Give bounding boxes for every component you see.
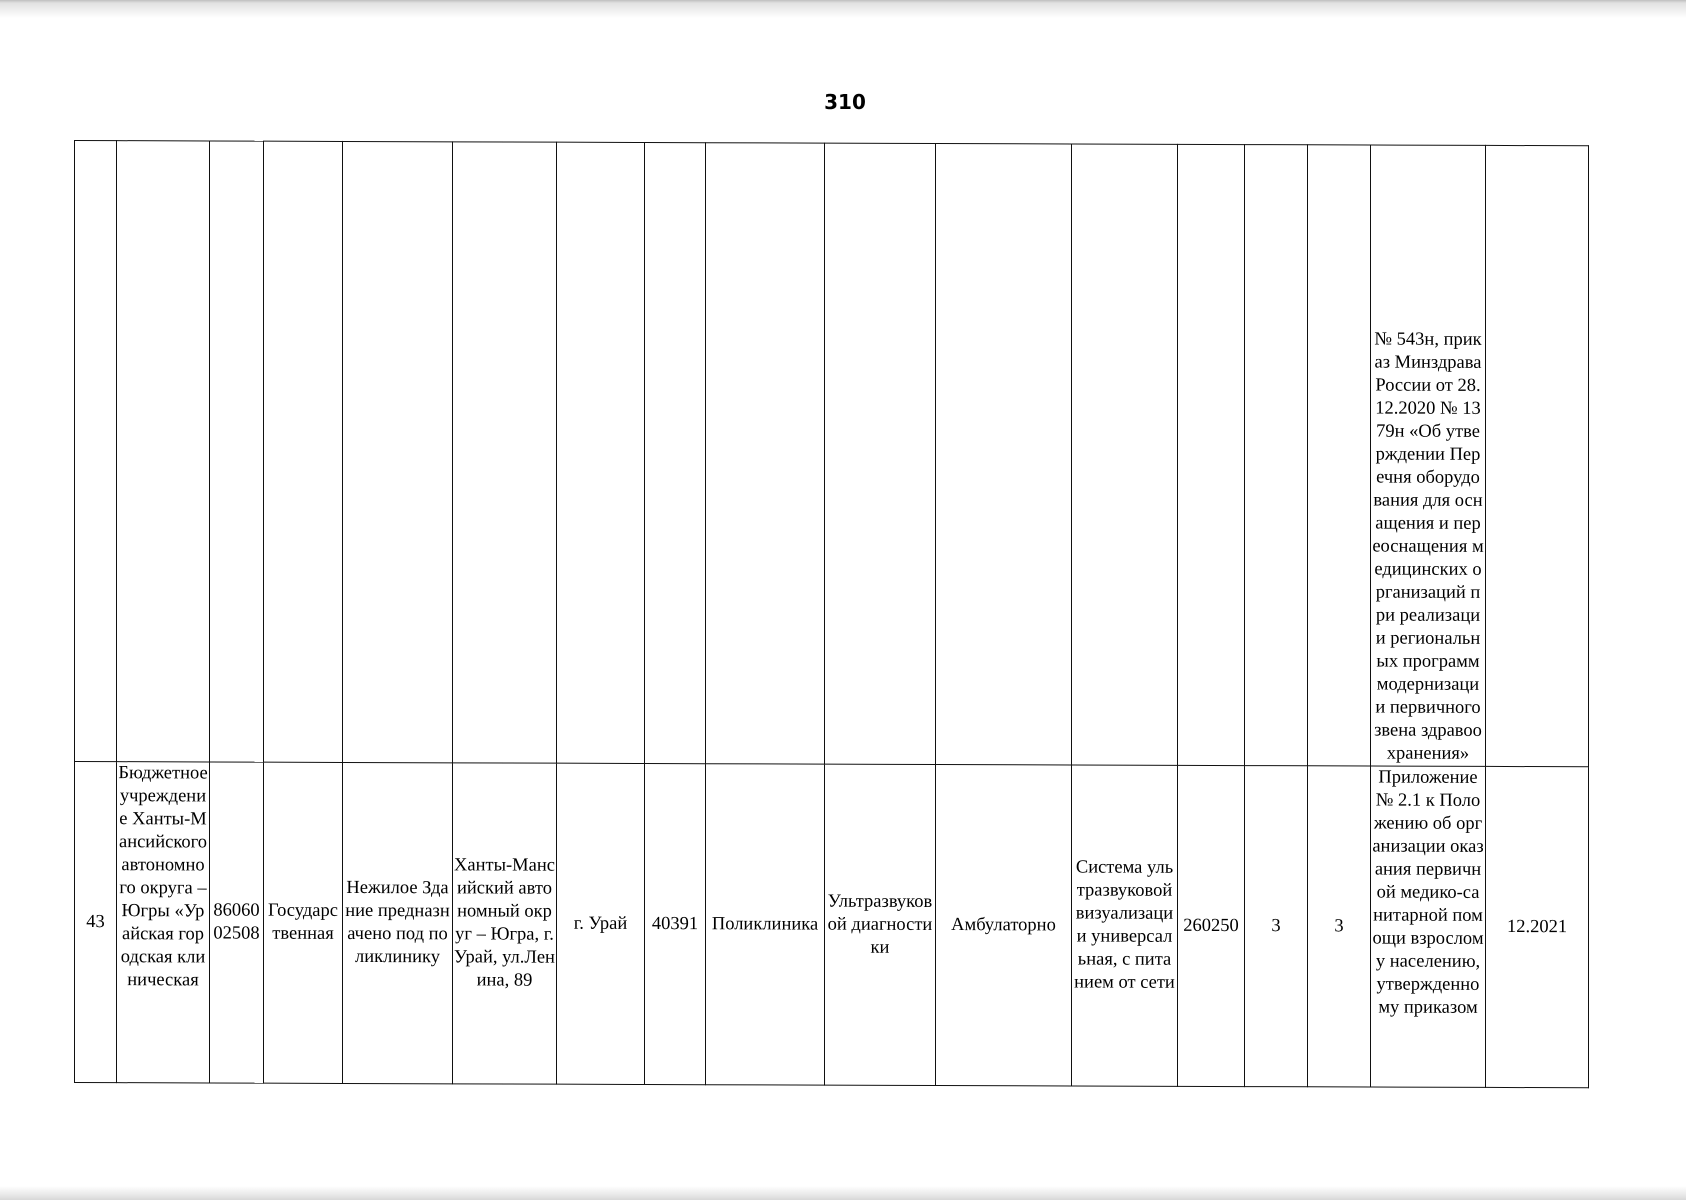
cell-quantity-a: 3 (1245, 766, 1308, 1087)
cell-building: Нежилое Здание предназначено под поликлинику (343, 762, 453, 1083)
cell-empty (1308, 145, 1371, 766)
cell-basis-continuation: № 543н, приказ Минздрава России от 28.12.2020 № 1379н «Об утверждении Перечня оборудования для оснащения и переоснащения медицинских организаций при реализации региональных программ модернизации первичного звена здравоохранения» (1371, 145, 1486, 766)
table-row-continuation (75, 141, 1589, 767)
cell-empty (210, 141, 264, 762)
cell-equipment-code: 260250 (1178, 765, 1245, 1086)
cell-empty (264, 141, 343, 762)
cell-empty (1245, 145, 1308, 766)
page-number: 310 (824, 90, 866, 114)
cell-empty (343, 141, 453, 762)
equipment-registry-table (74, 140, 1589, 1088)
cell-empty (1178, 144, 1245, 765)
cell-empty (75, 141, 117, 762)
cell-basis: Приложение № 2.1 к Положению об организации оказания первичной медико-санитарной помощи взрослому населению, утвержденному приказом (1371, 766, 1486, 1087)
table-row (75, 762, 1589, 1088)
cell-code: 8606002508 (210, 762, 264, 1083)
scan-edge-bottom (0, 1186, 1686, 1200)
cell-postal-code: 40391 (645, 763, 706, 1084)
cell-department: Ультразвуковой диагностики (825, 764, 936, 1085)
cell-equipment: Система ультразвуковой визуализации универсальная, с питанием от сети (1072, 765, 1178, 1086)
cell-row-number: 43 (75, 762, 117, 1083)
cell-empty (1072, 144, 1178, 765)
cell-empty (117, 141, 210, 762)
scan-edge-top (0, 0, 1686, 26)
cell-empty (453, 142, 557, 763)
cell-empty (936, 144, 1072, 765)
cell-date: 12.2021 (1486, 766, 1589, 1087)
cell-empty (1486, 145, 1589, 766)
cell-region: Ханты-Мансийский автономный округ – Югра, г. Урай, ул.Ленина, 89 (453, 763, 557, 1084)
cell-care-condition: Амбулаторно (936, 765, 1072, 1086)
cell-quantity-b: 3 (1308, 766, 1371, 1087)
cell-empty (645, 142, 706, 763)
cell-city: г. Урай (557, 763, 645, 1084)
cell-empty (706, 143, 825, 764)
cell-institution: Бюджетное учреждение Ханты-Мансийского автономного округа – Югры «Урайская городская клиническая (117, 762, 210, 1083)
cell-empty (557, 142, 645, 763)
cell-empty (825, 143, 936, 764)
cell-unit-type: Поликлиника (706, 764, 825, 1085)
cell-ownership: Государственная (264, 762, 343, 1083)
